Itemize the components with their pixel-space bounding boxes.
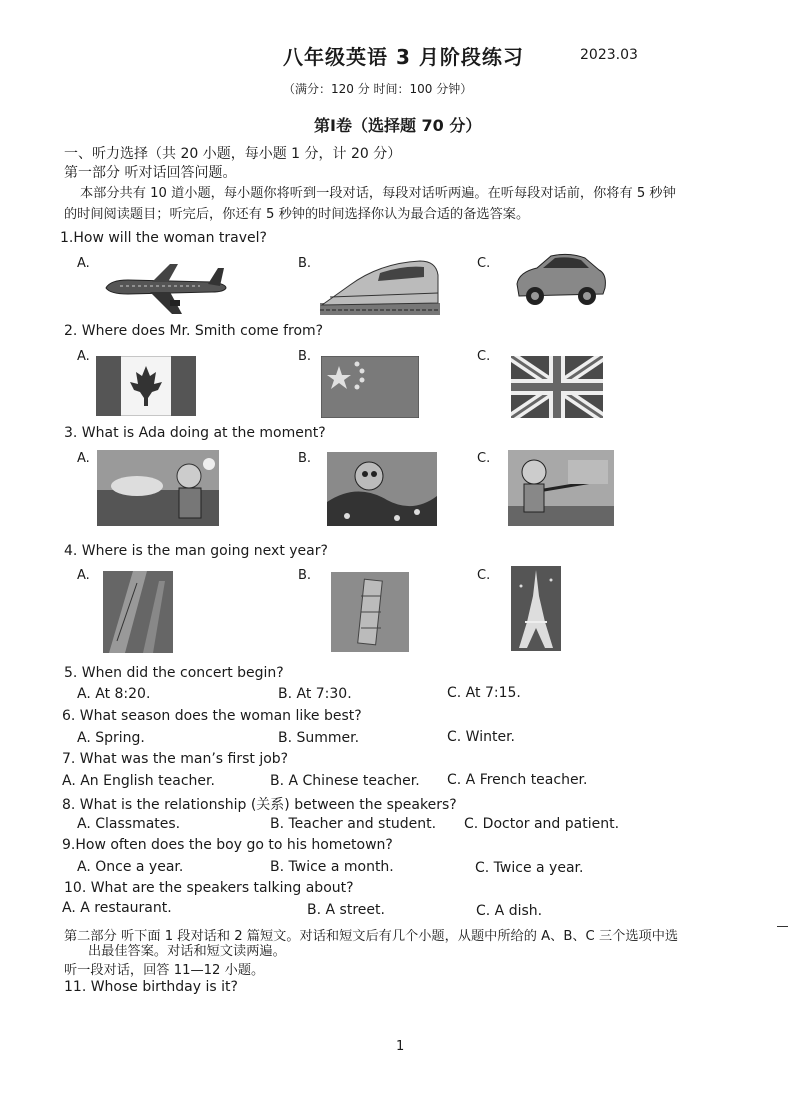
option-c: C. Twice a year. bbox=[475, 860, 584, 876]
instruction-line-2: 的时间阅读题目；听完后，你还有 5 秒钟的时间选择你认为最合适的备选答案。 bbox=[64, 207, 530, 222]
option-label: C. bbox=[477, 568, 491, 583]
part2-instruction-line-2: 出最佳答案。对话和短文读两遍。 bbox=[88, 944, 286, 959]
option-label: B. bbox=[298, 451, 312, 466]
photo-scene-1-icon bbox=[97, 450, 219, 526]
question-4: 4. Where is the man going next year? bbox=[64, 543, 328, 559]
eiffel-tower-photo-icon bbox=[511, 566, 561, 651]
photo-scene-2-icon bbox=[327, 452, 437, 526]
question-1: 1.How will the woman travel? bbox=[60, 230, 267, 246]
option-b: B. A street. bbox=[307, 902, 385, 918]
car-icon bbox=[513, 248, 608, 310]
option-label: C. bbox=[477, 349, 491, 364]
page-number: 1 bbox=[396, 1039, 405, 1054]
option-a: A. At 8:20. bbox=[77, 686, 151, 702]
option-c: C. At 7:15. bbox=[447, 685, 521, 701]
question-8: 8. What is the relationship (关系) between the speakers? bbox=[62, 797, 457, 813]
option-c: C. A French teacher. bbox=[447, 772, 588, 788]
question-3: 3. What is Ada doing at the moment? bbox=[64, 425, 326, 441]
option-label: A. bbox=[77, 256, 90, 271]
exam-subtitle: （满分：120 分 时间：100 分钟） bbox=[283, 82, 473, 96]
uk-flag-icon bbox=[511, 356, 603, 418]
scan-mark bbox=[777, 926, 788, 927]
part-heading: 第一部分 听对话回答问题。 bbox=[64, 165, 237, 181]
exam-date: 2023.03 bbox=[580, 47, 638, 63]
china-flag-icon bbox=[321, 356, 419, 418]
option-c: C. A dish. bbox=[476, 903, 543, 919]
question-6: 6. What season does the woman like best? bbox=[62, 708, 362, 724]
instruction-line-1: 本部分共有 10 道小题，每小题你将听到一段对话，每段对话听两遍。在听每段对话前，你将有 5 秒钟 bbox=[80, 186, 676, 201]
option-b: B. A Chinese teacher. bbox=[270, 773, 420, 789]
canada-flag-icon bbox=[96, 356, 196, 416]
question-7: 7. What was the man’s first job? bbox=[62, 751, 289, 767]
question-9: 9.How often does the boy go to his hometown? bbox=[62, 837, 393, 853]
option-label: A. bbox=[77, 349, 90, 364]
option-c: C. Winter. bbox=[447, 729, 515, 745]
option-b: B. Twice a month. bbox=[270, 859, 394, 875]
option-label: A. bbox=[77, 568, 90, 583]
option-label: B. bbox=[298, 568, 312, 583]
option-a: A. Classmates. bbox=[77, 816, 181, 832]
option-label: C. bbox=[477, 451, 491, 466]
option-a: A. Once a year. bbox=[77, 859, 184, 875]
page-title: 八年级英语 3 月阶段练习 bbox=[283, 45, 524, 69]
option-b: B. Teacher and student. bbox=[270, 816, 437, 832]
option-c: C. Doctor and patient. bbox=[464, 816, 620, 832]
section-heading: 一、听力选择（共 20 小题，每小题 1 分，计 20 分） bbox=[64, 146, 402, 162]
part2-instruction-line-3: 听一段对话，回答 11—12 小题。 bbox=[64, 963, 265, 978]
great-wall-photo-icon bbox=[103, 571, 173, 653]
option-label: C. bbox=[477, 256, 491, 271]
option-a: A. An English teacher. bbox=[62, 773, 215, 789]
train-icon bbox=[320, 255, 440, 315]
option-a: A. Spring. bbox=[77, 730, 145, 746]
option-b: B. At 7:30. bbox=[278, 686, 352, 702]
airplane-icon bbox=[100, 258, 230, 316]
option-label: B. bbox=[298, 256, 312, 271]
option-a: A. A restaurant. bbox=[62, 900, 172, 916]
question-2: 2. Where does Mr. Smith come from? bbox=[64, 323, 324, 339]
photo-scene-3-icon bbox=[508, 450, 614, 526]
question-11: 11. Whose birthday is it? bbox=[64, 979, 238, 995]
option-label: B. bbox=[298, 349, 312, 364]
volume-heading: 第Ⅰ卷（选择题 70 分） bbox=[314, 116, 482, 135]
question-5: 5. When did the concert begin? bbox=[64, 665, 284, 681]
option-label: A. bbox=[77, 451, 90, 466]
option-b: B. Summer. bbox=[278, 730, 360, 746]
part2-instruction-line-1: 第二部分 听下面 1 段对话和 2 篇短文。对话和短文后有几个小题，从题中所给的 A、B、C 三个选项中选 bbox=[64, 929, 679, 944]
question-10: 10. What are the speakers talking about? bbox=[64, 880, 354, 896]
leaning-tower-photo-icon bbox=[331, 572, 409, 652]
